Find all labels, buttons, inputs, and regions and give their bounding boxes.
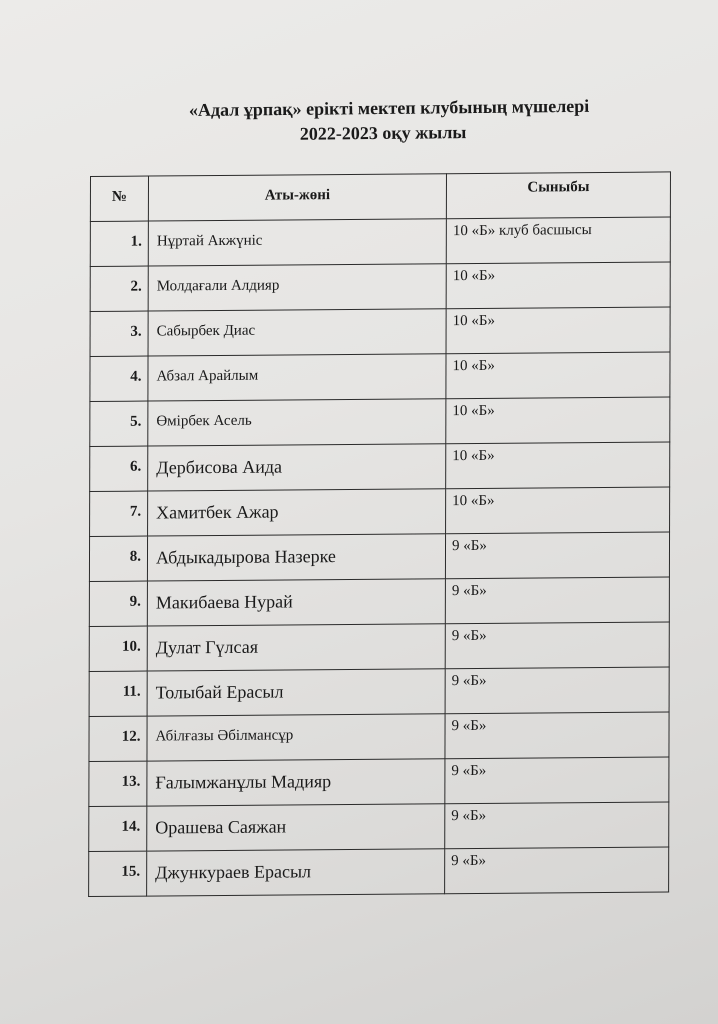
table-row	[89, 802, 669, 852]
row-number: 5.	[130, 413, 142, 430]
row-class-cell	[446, 442, 670, 489]
row-class-cell	[445, 712, 669, 759]
row-number-cell	[90, 446, 148, 491]
header-name-label: Аты-жөні	[264, 187, 331, 204]
row-class: 9 «Б»	[451, 582, 487, 600]
row-name: Ғалымжанұлы Мадияр	[155, 771, 332, 793]
row-class-cell	[446, 397, 670, 444]
row-name-cell	[147, 804, 445, 851]
row-class-cell	[446, 217, 670, 264]
table-row	[89, 532, 669, 582]
row-class: 10 «Б»	[452, 447, 495, 465]
table-row	[89, 847, 669, 897]
row-number-cell	[90, 311, 148, 356]
row-name: Молдағали Алдияр	[156, 277, 280, 295]
row-class-cell	[445, 757, 669, 804]
row-class-cell	[446, 487, 670, 534]
table-row	[90, 217, 670, 267]
row-number-cell	[89, 806, 147, 851]
row-number-cell	[89, 671, 147, 716]
row-class: 9 «Б»	[451, 852, 487, 870]
table-row	[89, 712, 669, 762]
row-class: 9 «Б»	[451, 807, 487, 825]
row-number: 2.	[130, 278, 142, 295]
header-class-label: Сыныбы	[527, 179, 590, 196]
row-class: 9 «Б»	[451, 537, 487, 555]
row-class: 10 «Б»	[452, 312, 495, 330]
row-number-cell	[90, 356, 148, 401]
table-row	[89, 667, 669, 717]
row-number: 7.	[129, 503, 142, 520]
row-number: 10.	[121, 638, 141, 655]
row-name: Өмірбек Асель	[156, 412, 252, 430]
row-name: Абзал Арайлым	[156, 367, 259, 385]
row-number-cell	[89, 626, 147, 671]
row-name-cell	[148, 489, 446, 536]
row-class-cell	[445, 802, 669, 849]
row-name-cell	[148, 354, 446, 401]
table-header-row	[90, 172, 670, 222]
members-table	[88, 171, 671, 897]
row-name-cell	[147, 534, 445, 581]
table-row	[89, 622, 669, 672]
row-name-cell	[147, 579, 445, 626]
row-name: Абілғазы Әбілмансұр	[155, 727, 294, 745]
row-number: 15.	[121, 863, 141, 880]
row-class: 9 «Б»	[451, 627, 487, 645]
row-name: Нұртай Акжүніс	[156, 232, 263, 250]
row-name-cell	[148, 219, 446, 266]
row-name: Орашева Саяжан	[155, 816, 287, 838]
row-class-cell	[446, 307, 670, 354]
row-class-cell	[445, 667, 669, 714]
header-number-label: №	[111, 188, 127, 205]
row-number: 8.	[129, 548, 142, 565]
row-number: 13.	[121, 773, 141, 790]
table-row	[90, 352, 670, 402]
row-number-cell	[90, 266, 148, 311]
row-class: 10 «Б» клуб басшысы	[452, 222, 592, 240]
table-row	[90, 262, 670, 312]
row-name: Хамитбек Ажар	[156, 501, 279, 523]
row-name-cell	[147, 669, 445, 716]
row-name: Абдыкадырова Назерке	[155, 546, 336, 568]
table-row	[90, 397, 670, 447]
header-class	[446, 172, 670, 219]
row-name-cell	[147, 624, 445, 671]
row-number: 9.	[129, 593, 141, 610]
row-number-cell	[90, 401, 148, 446]
row-name: Дербисова Аида	[156, 456, 283, 478]
row-name: Дулат Гүлсая	[155, 636, 259, 658]
row-number: 11.	[122, 683, 141, 700]
row-name-cell	[147, 759, 445, 806]
row-name: Толыбай Ерасыл	[155, 681, 284, 703]
row-name-cell	[148, 399, 446, 446]
row-name-cell	[148, 264, 446, 311]
row-class-cell	[445, 577, 669, 624]
row-number-cell	[90, 221, 148, 266]
row-number: 12.	[121, 728, 141, 745]
row-number-cell	[89, 716, 147, 761]
table-row	[90, 442, 670, 492]
row-name: Джункураев Ерасыл	[155, 861, 312, 883]
row-class-cell	[445, 532, 669, 579]
row-class: 9 «Б»	[451, 762, 487, 780]
row-number-cell	[90, 491, 148, 536]
row-name-cell	[147, 714, 445, 761]
document-title: «Адал ұрпақ» ерікті мектеп клубының мүшелері	[188, 95, 590, 121]
row-class-cell	[445, 622, 669, 669]
table-row	[90, 487, 670, 537]
row-name: Сабырбек Диас	[156, 322, 256, 340]
row-name-cell	[148, 444, 446, 491]
row-class: 9 «Б»	[451, 717, 487, 735]
table-row	[89, 757, 669, 807]
row-name: Макибаева Нурай	[155, 591, 293, 613]
table-row	[90, 307, 670, 357]
row-number: 4.	[130, 368, 142, 385]
table-row	[89, 577, 669, 627]
row-class-cell	[446, 262, 670, 309]
header-name	[148, 174, 446, 221]
row-number-cell	[89, 851, 147, 896]
row-class: 10 «Б»	[452, 492, 495, 510]
row-class: 9 «Б»	[451, 672, 487, 690]
row-name-cell	[147, 849, 445, 896]
row-name-cell	[148, 309, 446, 356]
row-class: 10 «Б»	[452, 402, 495, 420]
row-number: 6.	[129, 458, 142, 475]
row-class-cell	[446, 352, 670, 399]
header-number	[90, 176, 148, 221]
row-class-cell	[445, 847, 669, 894]
row-number-cell	[89, 581, 147, 626]
row-number-cell	[89, 761, 147, 806]
row-number-cell	[89, 536, 147, 581]
row-class: 10 «Б»	[452, 357, 495, 375]
row-number: 3.	[130, 323, 142, 340]
document-subtitle: 2022-2023 оқу жылы	[299, 122, 467, 144]
row-number: 1.	[130, 233, 142, 250]
row-class: 10 «Б»	[452, 267, 496, 285]
row-number: 14.	[121, 818, 141, 835]
members-table-container	[88, 171, 682, 897]
